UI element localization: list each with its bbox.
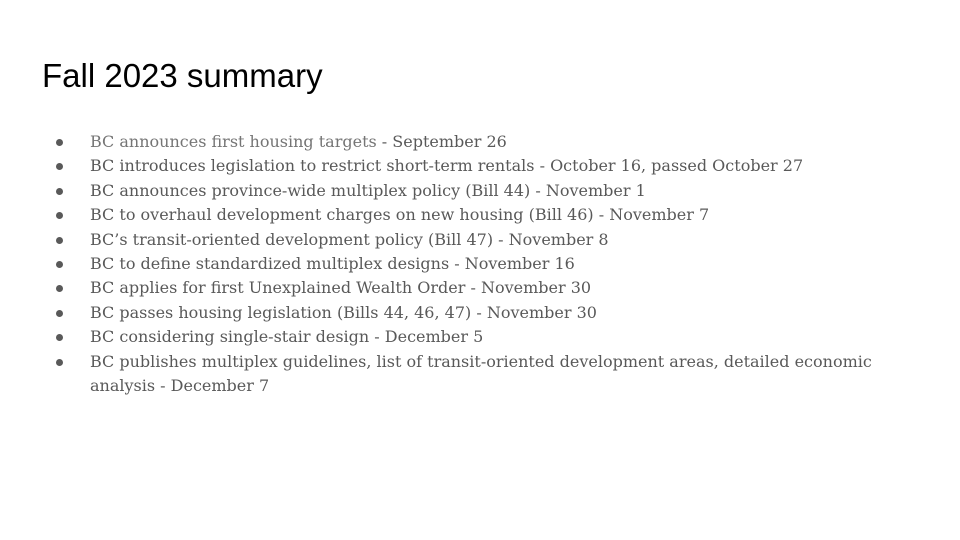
list-item: [50, 325, 930, 349]
item-text: BC introduces legislation to restrict short-term rentals: [90, 156, 535, 176]
item-text: BC to define standardized multiplex designs: [90, 254, 450, 274]
item-separator: -: [534, 156, 551, 176]
item-text: BC publishes multiplex guidelines, list of transit-oriented development areas, detailed economic analysis: [90, 351, 872, 396]
item-date: December 7: [170, 376, 270, 396]
item-text: BC’s transit-oriented development policy (Bill 47): [90, 229, 494, 249]
list-item: [50, 228, 930, 252]
item-date: November 30: [486, 302, 597, 322]
bullet-list: [50, 130, 930, 398]
item-text: BC considering single-stair design: [90, 327, 370, 347]
bullet-icon: [56, 334, 63, 341]
bullet-icon: [56, 139, 63, 146]
item-separator: -: [369, 327, 385, 347]
item-date: November 16: [464, 254, 575, 274]
bullet-icon: [56, 212, 63, 219]
item-date: December 5: [384, 327, 484, 347]
item-separator: -: [376, 132, 393, 151]
list-item: [50, 301, 930, 325]
slide-title: Fall 2023 summary: [42, 57, 323, 94]
item-date: November 1: [545, 180, 646, 200]
bullet-icon: [56, 188, 63, 195]
item-separator: -: [593, 205, 610, 225]
list-item: [50, 252, 930, 276]
item-text: BC applies for first Unexplained Wealth Order: [90, 278, 466, 298]
item-separator: -: [471, 302, 487, 322]
item-text: BC passes housing legislation (Bills 44, 46, 47): [90, 302, 472, 322]
item-date: November 30: [480, 278, 592, 298]
bullet-icon: [56, 310, 63, 317]
list-item: [50, 130, 930, 154]
item-separator: -: [493, 229, 509, 249]
item-date: October 16, passed October 27: [550, 156, 804, 176]
item-separator: -: [155, 376, 171, 396]
list-item: [50, 179, 930, 203]
bullet-icon: [56, 285, 63, 292]
item-date: November 8: [508, 229, 609, 249]
list-item: [50, 203, 930, 227]
bullet-icon: [56, 261, 63, 268]
item-separator: -: [449, 254, 465, 274]
item-date: November 7: [609, 205, 710, 225]
item-separator: -: [530, 180, 546, 200]
item-text: BC announces province-wide multiplex policy (Bill 44): [90, 180, 531, 200]
item-text: BC announces first housing targets: [90, 132, 377, 151]
item-date: September 26: [392, 132, 507, 151]
list-item: [50, 154, 930, 178]
bullet-icon: [56, 163, 63, 170]
list-item: [50, 276, 930, 300]
list-item: [50, 350, 930, 399]
item-separator: -: [465, 278, 481, 298]
item-text: BC to overhaul development charges on new housing (Bill 46): [90, 205, 594, 225]
bullet-icon: [56, 359, 63, 366]
bullet-icon: [56, 237, 63, 244]
